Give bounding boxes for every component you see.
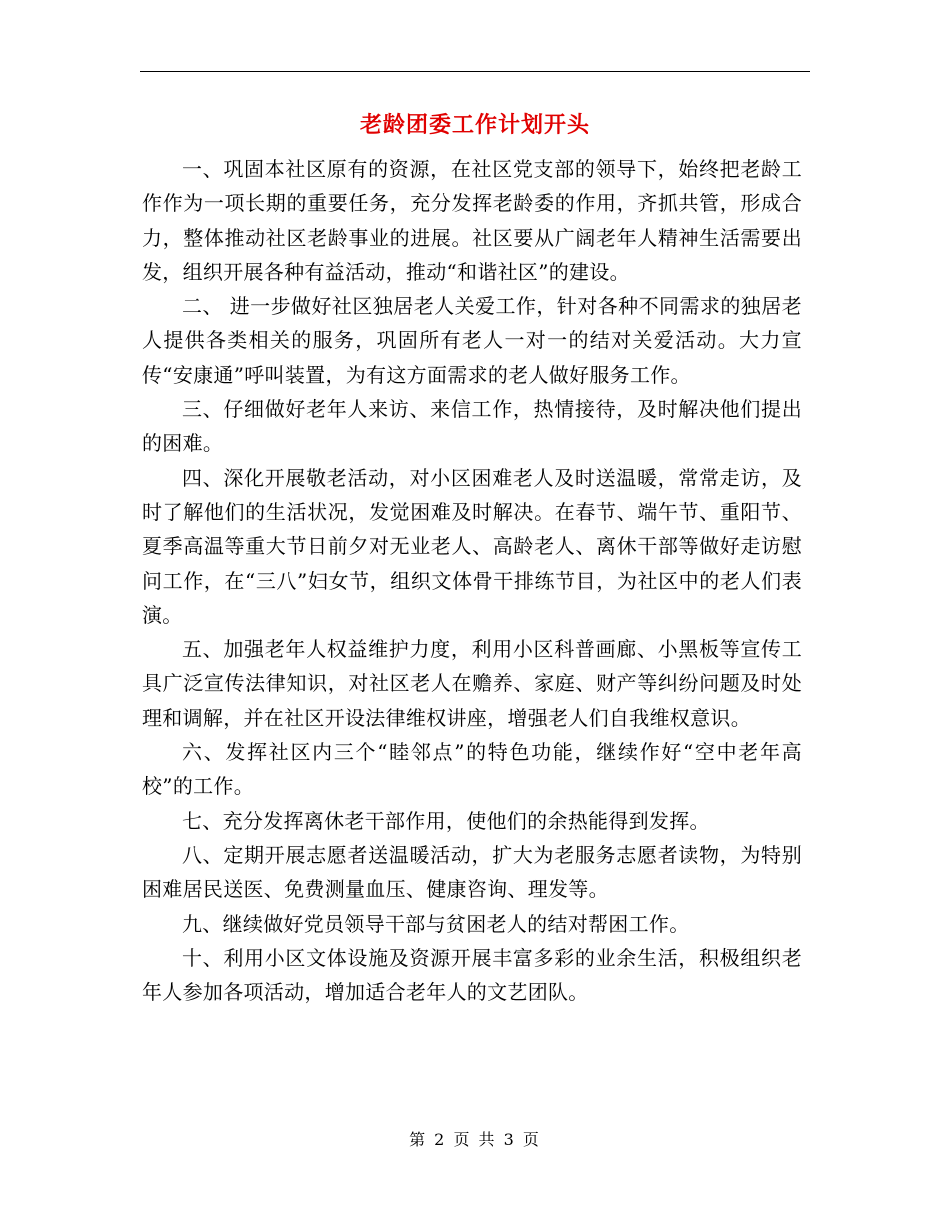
paragraph-9: 九、继续做好党员领导干部与贫困老人的结对帮困工作。 <box>182 911 690 936</box>
page-footer: 第 2 页 共 3 页 <box>409 1130 541 1149</box>
paragraph-3: 三、仔细做好老年人来访、来信工作，热情接待，及时解决他们提出的困难。 <box>142 397 802 456</box>
paragraph-4: 四、深化开展敬老活动，对小区困难老人及时送温暖，常常走访，及时了解他们的生活状况，发觉困难及时解决。在春节、端午节、重阳节、夏季高温等重大节日前夕对无业老人、高龄老人、离休干部等做好走访慰问工作，在“三八”妇女节，组织文体骨干排练节目，为社区中的老人们表演。 <box>142 465 802 627</box>
paragraph-8: 八、定期开展志愿者送温暖活动，扩大为老服务志愿者读物，为特别困难居民送医、免费测量血压、健康咨询、理发等。 <box>142 842 802 902</box>
document-title: 老龄团委工作计划开头 <box>359 113 590 138</box>
paragraph-5: 五、加强老年人权益维护力度，利用小区科普画廊、小黑板等宣传工具广泛宣传法律知识，对社区老人在赡养、家庭、财产等纠纷问题及时处理和调解，并在社区开设法律维权讲座，增强老人们自我维权意识。 <box>142 637 802 730</box>
paragraph-6: 六、发挥社区内三个“睦邻点”的特色功能，继续作好“空中老年高校”的工作。 <box>142 740 802 799</box>
header-rule <box>140 71 810 72</box>
paragraph-7: 七、充分发挥离休老干部作用，使他们的余热能得到发挥。 <box>182 808 710 833</box>
document-body <box>142 152 802 1009</box>
paragraph-10: 十、利用小区文体设施及资源开展丰富多彩的业余生活，积极组织老年人参加各项活动，增加适合老年人的文艺团队。 <box>142 945 802 1005</box>
paragraph-2: 二、 进一步做好社区独居老人关爱工作，针对各种不同需求的独居老人提供各类相关的服务，巩固所有老人一对一的结对关爱活动。大力宣传“安康通”呼叫装置，为有这方面需求的老人做好服务工作。 <box>142 294 802 387</box>
paragraph-1: 一、巩固本社区原有的资源，在社区党支部的领导下，始终把老龄工作作为一项长期的重要任务，充分发挥老龄委的作用，齐抓共管，形成合力，整体推动社区老龄事业的进展。社区要从广阔老年人精神生活需要出发，组织开展各种有益活动，推动“和谐社区”的建设。 <box>142 157 802 284</box>
